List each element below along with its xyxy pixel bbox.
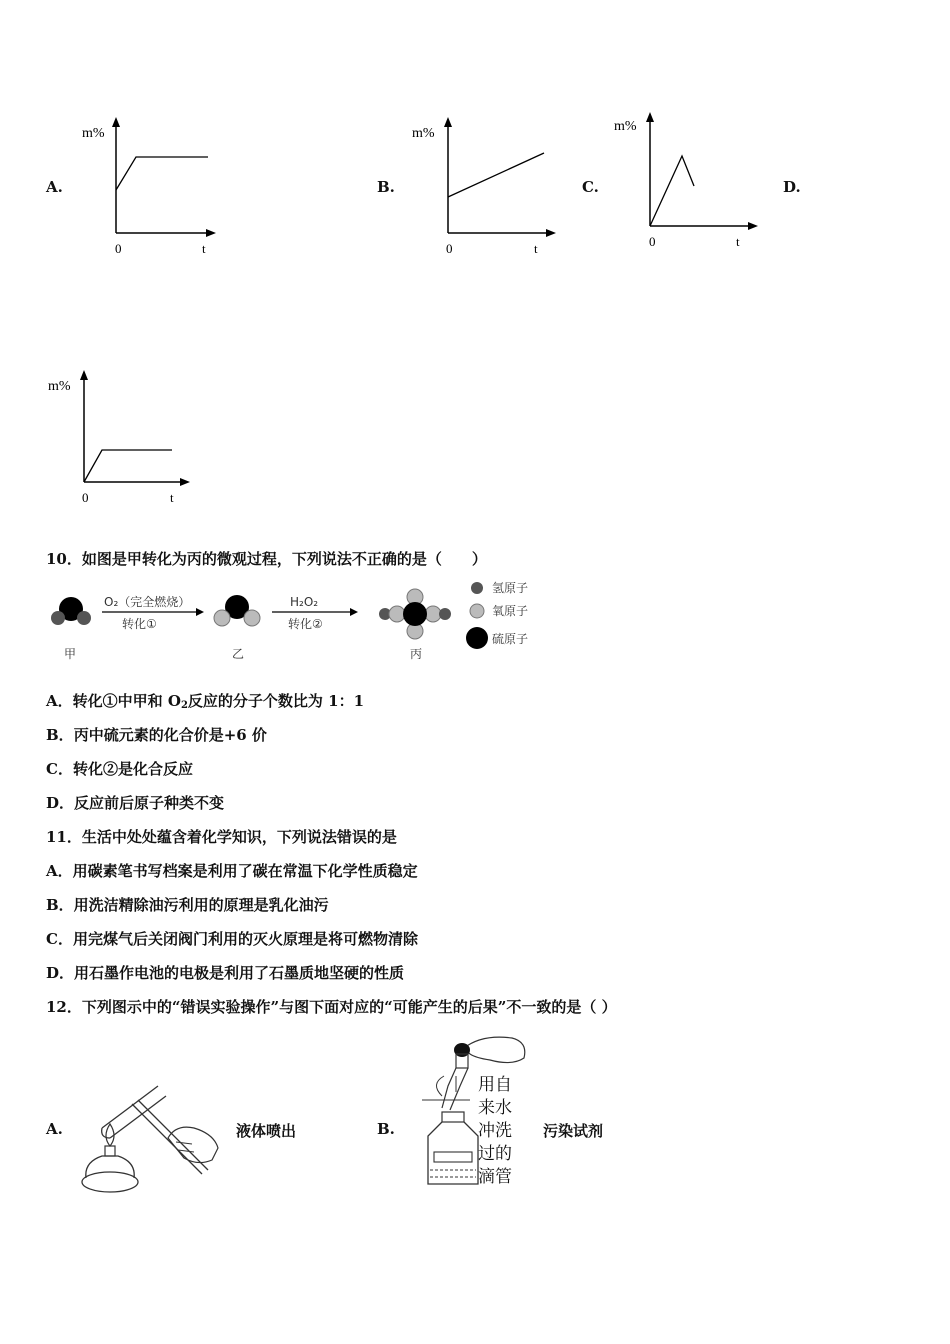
x-axis-label: t [736,234,740,249]
q12-option-a-label: A. [46,1120,63,1138]
y-axis-arrow [80,370,88,380]
q11-option-b: B．用洗洁精除油污利用的原理是乳化油污 [46,896,329,914]
heating-test-tube-illustration [72,1078,222,1202]
label-jia: 甲 [64,647,77,661]
graph-option-b [410,115,560,264]
x-axis-arrow [546,229,556,237]
q11-option-d: D．用石墨作电池的电极是利用了石墨质地坚硬的性质 [46,964,405,982]
molecule-yi [214,595,260,626]
legend-sulfur: 硫原子 [492,632,529,646]
q10-stem: 10．如图是甲转化为丙的微观过程，下列说法不正确的是（ ） [46,550,487,568]
q10-option-c: C．转化②是化合反应 [46,760,193,778]
label-yi: 乙 [232,647,245,661]
y-axis-label: m% [48,379,71,394]
graph-option-b-label: B. [377,178,395,196]
x-axis-label: t [170,490,174,505]
curve [84,450,172,482]
curve [116,157,208,190]
curve [448,153,544,197]
y-axis-label: m% [412,126,435,141]
arrow1-bottom-text: 转化① [122,617,157,631]
q12-option-a-result: 液体喷出 [236,1122,297,1140]
y-axis-arrow [444,117,452,127]
arrow1-head [196,608,204,616]
graph-option-c-label: C. [582,178,599,196]
arrow2-head [350,608,358,616]
q12-option-b-label: B. [377,1120,395,1138]
legend-oxygen: 氧原子 [492,604,529,618]
arrow2-top-text: H₂O₂ [290,595,319,609]
origin-label: 0 [446,241,453,256]
x-axis-arrow [748,222,758,230]
q11-option-a: A．用碳素笔书写档案是利用了碳在常温下化学性质稳定 [46,862,418,880]
molecule-jia [51,597,91,625]
y-axis-arrow [112,117,120,127]
q12-option-b-result: 污染试剂 [543,1122,604,1140]
x-axis-arrow [206,229,216,237]
y-axis-label: m% [614,119,637,134]
y-axis-arrow [646,112,654,122]
graph-option-d-label: D. [783,178,801,196]
legend-sulfur-swatch [466,627,488,649]
legend-hydrogen: 氢原子 [492,581,529,595]
graph-option-c [612,110,762,259]
origin-label: 0 [649,234,656,249]
q11-option-c: C．用完煤气后关闭阀门利用的灭火原理是将可燃物清除 [46,930,418,948]
q10-option-d: D．反应前后原子种类不变 [46,794,225,812]
arrow2-bottom-text: 转化② [288,617,323,631]
origin-label: 0 [115,241,122,256]
origin-label: 0 [82,490,89,505]
x-axis-label: t [534,241,538,256]
curve [650,156,694,226]
q11-stem: 11．生活中处处蕴含着化学知识，下列说法错误的是 [46,828,397,846]
q10-reaction-diagram [40,576,540,672]
graph-option-d [46,368,196,517]
label-bing: 丙 [410,647,423,661]
dropper-bottle-illustration [420,1032,530,1196]
x-axis-label: t [202,241,206,256]
molecule-bing [379,589,451,639]
q12-stem: 12．下列图示中的“错误实验操作”与图下面对应的“可能产生的后果”不一致的是（ ） [46,998,617,1016]
q10-option-a: A．转化①中甲和 $O_2$反应的分子个数比为 1：1 [46,692,365,711]
q10-option-b: B．丙中硫元素的化合价是+6 价 [46,726,267,744]
graph-option-a [78,115,218,264]
x-axis-arrow [180,478,190,486]
y-axis-label: m% [82,126,105,141]
dropper-caption: 用自 来水 冲洗 过的 滴管 [478,1075,512,1187]
graph-option-a-label: A. [46,178,63,196]
legend-oxygen-swatch [470,604,484,618]
arrow1-top-text: O₂（完全燃烧） [104,595,191,609]
legend-hydrogen-swatch [471,582,483,594]
